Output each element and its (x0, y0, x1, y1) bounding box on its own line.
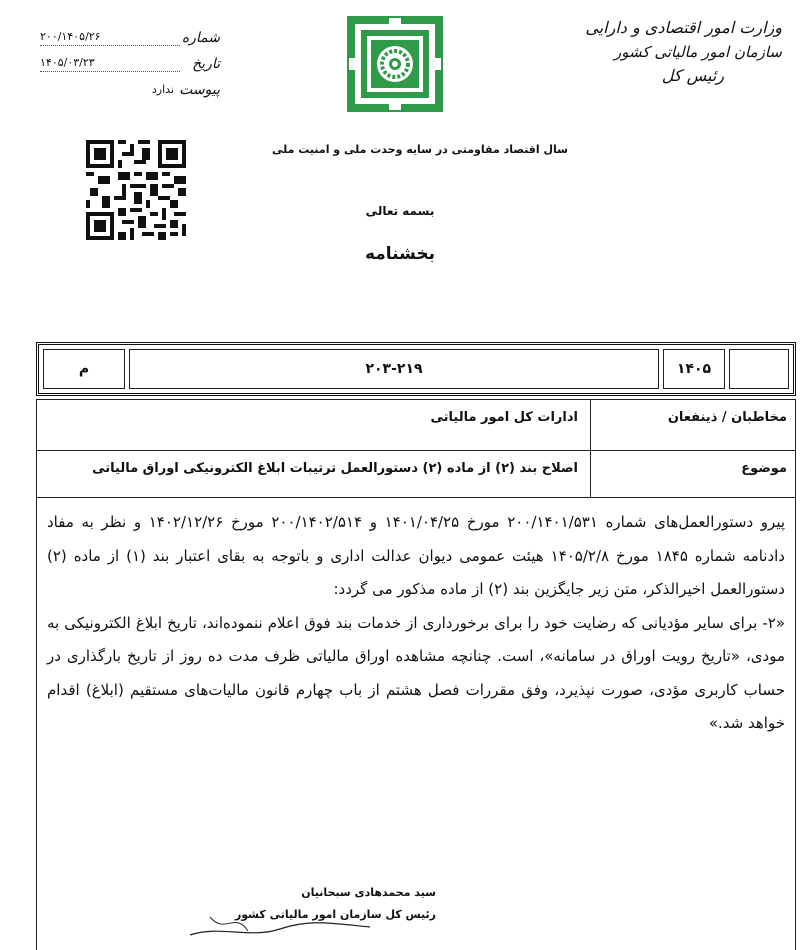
recipients-label: مخاطبان / ذینفعان (590, 400, 795, 450)
bismillah: بسمه تعالی (365, 204, 435, 218)
number-value: ۲۰۰/۱۴۰۵/۲۶ (40, 30, 180, 46)
number-row (40, 20, 220, 46)
document-type-title: بخشنامه (364, 244, 436, 264)
signatory-name: سید محمدهادی سبحانیان (301, 886, 436, 899)
recipients-row (36, 399, 796, 451)
classification-letter: م (43, 349, 125, 389)
subject-row (36, 451, 796, 498)
letter-meta (40, 20, 220, 98)
attachment-row (40, 72, 220, 98)
handwritten-signature (180, 905, 380, 945)
date-label: تاریخ (192, 56, 220, 72)
body-paragraph-1: پیرو دستورالعمل‌های شماره ۲۰۰/۱۴۰۱/۵۳۱ مورخ ۱۴۰۱/۰۴/۲۵ و ۲۰۰/۱۴۰۲/۵۱۴ مورخ ۱۴۰۲/۱۲/۲۶ و نظر به مفاد دادنامه شماره ۱۸۴۵ مورخ ۱۴۰۵/۲/۸ هیئت عمومی دیوان عدالت اداری و باتوجه به بقای اعتبار بند (۱) از ماده (۲) دستورالعمل اخیرالذکر، متن زیر جایگزین بند (۲) از ماده مذکور می گردد: (47, 513, 786, 598)
recipients-value: ادارات کل امور مالیاتی (430, 410, 578, 425)
ministry-line2: سازمان امور مالیاتی کشور (614, 43, 782, 61)
body-paragraph-2: «۲- برای سایر مؤدیانی که رضایت خود را برای برخورداری از خدمات بند فوق اعلام ننموده‌اند، تاریخ ابلاغ الکترونیکی به مودی، «تاریخ رویت اوراق در سامانه»، است. چنانچه مشاهده اوراق مالیاتی ظرف مدت ده روز از تاریخ بارگذاری در حساب کاربری مؤدی، صورت نپذیرد، وفق مقررات فصل هشتم از باب چهارم قانون مالیات‌های مستقیم (ابلاغ) اقدام خواهد شد.» (47, 613, 785, 732)
ministry-line3: رئیس کل (661, 66, 724, 85)
date-row (40, 46, 220, 72)
classification-bar (36, 342, 796, 396)
number-label: شماره (181, 30, 220, 46)
qr-code-icon (86, 140, 186, 240)
attachment-value: ندارد (151, 83, 174, 96)
ministry-line1: وزارت امور اقتصادی و دارایی (585, 18, 782, 37)
classification-empty-cell (729, 349, 789, 389)
signatory-title: رئیس کل سازمان امور مالیاتی کشور (234, 908, 436, 921)
attachment-label: پیوست (179, 82, 220, 98)
tax-organization-logo (345, 14, 445, 114)
subject-label: موضوع (590, 451, 795, 497)
classification-code: ۲۰۳-۲۱۹ (129, 349, 659, 389)
ministry-header (582, 16, 782, 88)
classification-year: ۱۴۰۵ (663, 349, 725, 389)
date-value: ۱۴۰۵/۰۳/۲۳ (40, 56, 180, 72)
motto: سال اقتصاد مقاومتی در سایه وحدت ملی و امنیت ملی (272, 143, 568, 156)
subject-value: اصلاح بند (۲) از ماده (۲) دستورالعمل ترتیبات ابلاغ الکترونیکی اوراق مالیاتی (92, 461, 578, 476)
